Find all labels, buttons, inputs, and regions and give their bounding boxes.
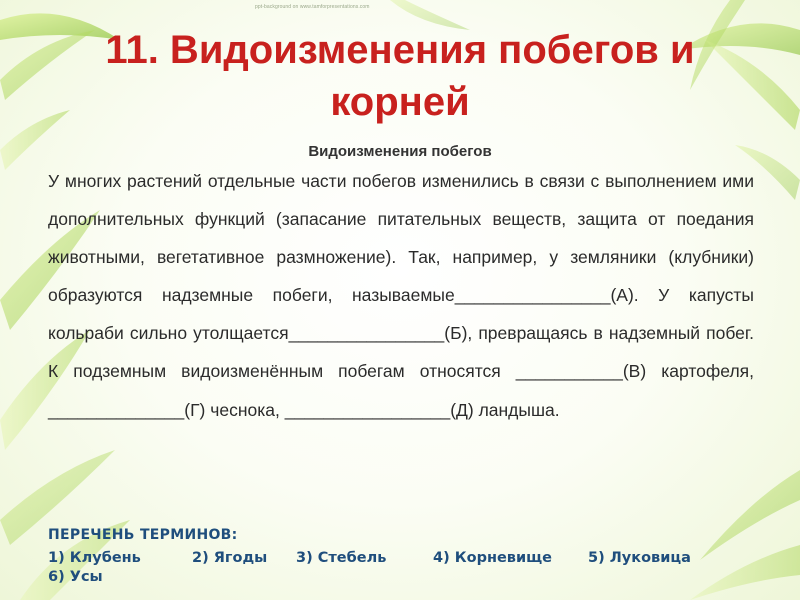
term-item: 1) Клубень [48, 550, 141, 566]
term-item: 3) Стебель [296, 550, 387, 566]
term-item: 6) Усы [48, 569, 103, 585]
section-subtitle: Видоизменения побегов [308, 143, 492, 160]
body-paragraph: У многих растений отдельные части побегов изменились в связи с выполнением ими дополнительных функций (запасание питательных веществ, защита от поедания животными, вегетативное размножение). Так, например, у земляники (клубники) образуются надземные побеги, называемые________________(А). У капусты кольраби сильно утолщается________________(Б), превращаясь в надземный побег. К подземным видоизменённым побегам относятся ___________(В) картофеля, ______________(Г) чеснока, _________________(Д) ландыша. [48, 171, 754, 420]
terms-heading: ПЕРЕЧЕНЬ ТЕРМИНОВ: [48, 527, 238, 543]
page-title: 11. Видоизменения побегов и корней [105, 28, 695, 124]
term-item: 5) Луковица [588, 550, 691, 566]
credit-text: ppt-background on www.tamforpresentations.com [255, 4, 370, 10]
term-item: 4) Корневище [433, 550, 553, 566]
leaf-shape [700, 470, 800, 560]
term-item: 2) Ягоды [192, 550, 268, 566]
